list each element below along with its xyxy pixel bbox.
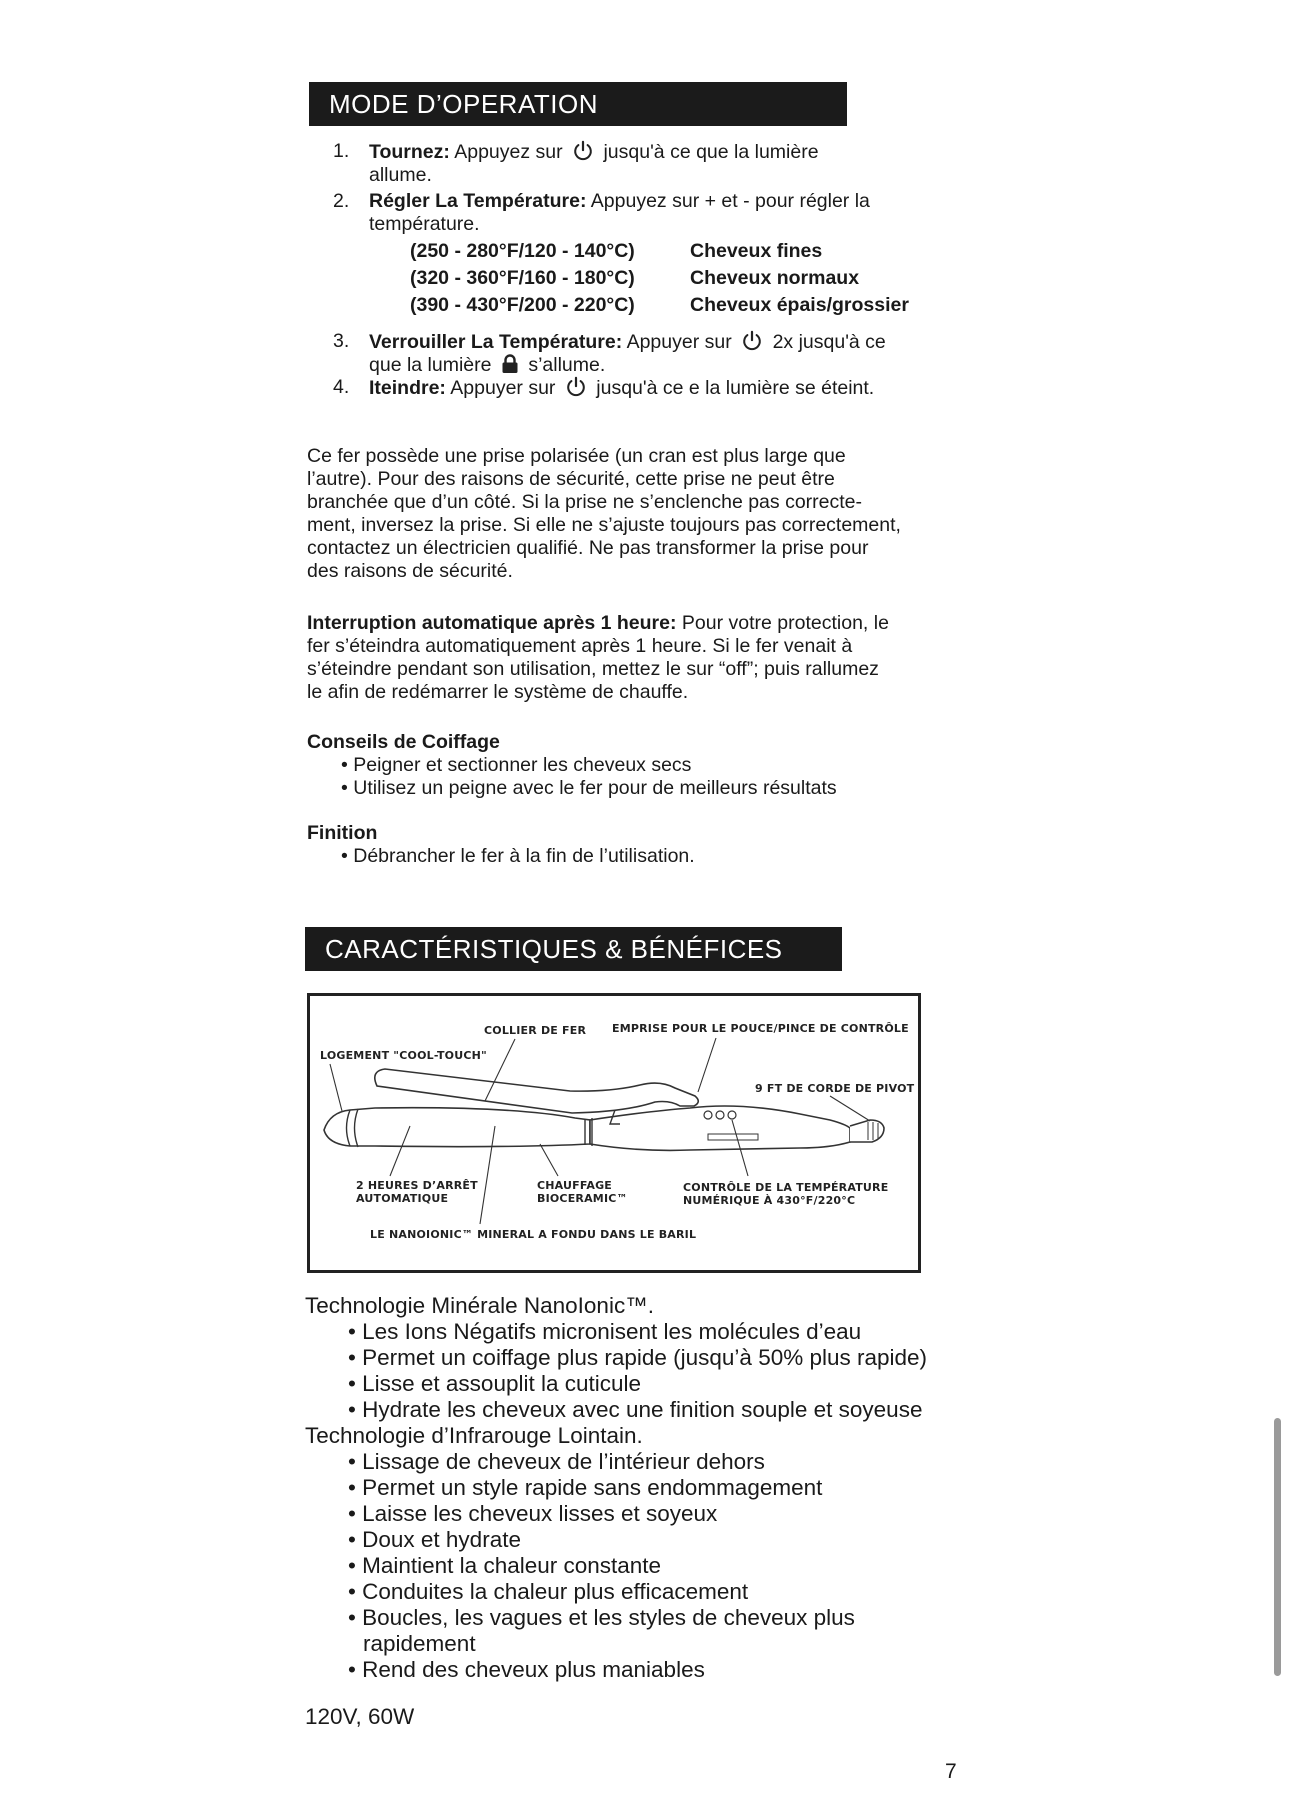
page-number: 7 <box>945 1760 957 1783</box>
label-temp-control-2: NUMÉRIQUE À 430°F/220°C <box>683 1194 856 1207</box>
list-item: • Rend des cheveux plus maniables <box>348 1657 705 1682</box>
auto-off-paragraph: Interruption automatique après 1 heure: Pour votre protection, le fer s’éteindra automatiquement après 1 heure. Si le fer venait à s’éteindre pendant son utilisation, mettez le sur “off”; puis rallumez le afin de redémarrer le système de chauffe. <box>307 612 889 703</box>
label-heating-1: CHAUFFAGE <box>537 1179 613 1192</box>
list-item: • Les Ions Négatifs micronisent les molécules d’eau <box>348 1319 862 1344</box>
label-collar: COLLIER DE FER <box>484 1024 587 1037</box>
step-3: 3. Verrouiller La Température: Appuyer sur 2x jusqu'à ce que la lumière s’allume. <box>333 330 886 376</box>
list-item: • Permet un style rapide sans endommagement <box>348 1475 823 1500</box>
step-4: 4. Iteindre: Appuyer sur jusqu'à ce e la lumière se éteint. <box>333 376 875 399</box>
curling-iron-illustration <box>310 996 918 1270</box>
scrollbar-thumb[interactable] <box>1274 1418 1281 1676</box>
section-header-operation <box>309 82 847 126</box>
list-item: • Conduites la chaleur plus efficacement <box>348 1579 749 1604</box>
list-item: • Utilisez un peigne avec le fer pour de meilleurs résultats <box>341 777 837 799</box>
label-thumb: EMPRISE POUR LE POUCE/PINCE DE CONTRÔLE <box>612 1022 909 1035</box>
power-icon <box>572 140 594 162</box>
list-heading: Technologie d’Infrarouge Lointain. <box>305 1423 643 1448</box>
step-title: Verrouiller La Température: <box>369 331 623 353</box>
label-heating-2: BIOCERAMIC™ <box>537 1192 628 1205</box>
label-cord: 9 FT DE CORDE DE PIVOT <box>755 1082 915 1095</box>
list-item: • Doux et hydrate <box>348 1527 521 1552</box>
lock-icon <box>501 354 519 374</box>
step-title: Tournez: <box>369 141 450 163</box>
step-2: 2. Régler La Température: Appuyez sur + et - pour régler la température. <box>333 190 870 235</box>
temperature-row: (390 - 430°F/200 - 220°C) Cheveux épais/grossier <box>410 294 909 316</box>
features-list <box>305 1293 1005 1683</box>
section-header-features <box>305 927 842 971</box>
step-title: Iteindre: <box>369 377 446 399</box>
label-nanoionic: LE NANOIONIC™ MINERAL A FONDU DANS LE BARIL <box>370 1228 697 1241</box>
list-item: • Lisse et assouplit la cuticule <box>348 1371 642 1396</box>
step-number: 1. <box>333 140 350 162</box>
list-heading: Technologie Minérale NanoIonic™. <box>305 1293 654 1318</box>
section-title: MODE D’OPERATION <box>329 89 598 119</box>
step-number: 3. <box>333 330 350 352</box>
power-icon <box>741 330 763 352</box>
list-item: • Permet un coiffage plus rapide (jusqu’à 50% plus rapide) <box>348 1345 928 1370</box>
list-item: • Lissage de cheveux de l’intérieur dehors <box>348 1449 765 1474</box>
list-item: • Hydrate les cheveux avec une finition souple et soyeuse <box>348 1397 923 1422</box>
tips-title: Conseils de Coiffage <box>307 731 500 753</box>
label-auto-off-1: 2 HEURES D’ARRÊT <box>356 1179 478 1192</box>
list-item: • Débrancher le fer à la fin de l’utilisation. <box>341 845 695 867</box>
step-1: 1. Tournez: Appuyez sur jusqu'à ce que la lumière allume. <box>333 140 819 186</box>
curling-iron-diagram <box>307 993 921 1273</box>
label-temp-control-1: CONTRÔLE DE LA TEMPÉRATURE <box>683 1181 889 1194</box>
finish-title: Finition <box>307 822 378 844</box>
finish-section <box>307 822 1007 868</box>
power-icon <box>565 376 587 398</box>
step-title: Régler La Température: <box>369 190 587 212</box>
list-item: • Boucles, les vagues et les styles de cheveux plus <box>348 1605 855 1630</box>
label-auto-off-2: AUTOMATIQUE <box>356 1192 449 1205</box>
styling-tips <box>307 731 1007 800</box>
step-number: 2. <box>333 190 350 212</box>
step-number: 4. <box>333 376 350 398</box>
plug-paragraph: Ce fer possède une prise polarisée (un cran est plus large que l’autre). Pour des raisons de sécurité, cette prise ne peut être branchée que d’un côté. Si la prise ne s’enclenche pas correcte- ment, inversez la prise. Si elle ne s’ajuste toujours pas correctement, contactez un électricien qualifié. Ne pas transformer la prise pour des raisons de sécurité. <box>307 445 901 582</box>
list-item: • Maintient la chaleur constante <box>348 1553 662 1578</box>
temperature-row: (250 - 280°F/120 - 140°C) Cheveux fines <box>410 240 823 262</box>
list-item: • Laisse les cheveux lisses et soyeux <box>348 1501 718 1526</box>
section-title: CARACTÉRISTIQUES & BÉNÉFICES <box>325 934 783 964</box>
list-item: rapidement <box>363 1631 476 1656</box>
label-cool-touch: LOGEMENT "COOL-TOUCH" <box>320 1049 487 1062</box>
list-item: • Peigner et sectionner les cheveux secs <box>341 754 692 776</box>
temperature-row: (320 - 360°F/160 - 180°C) Cheveux normaux <box>410 267 860 289</box>
auto-off-title: Interruption automatique après 1 heure: <box>307 612 677 634</box>
power-spec: 120V, 60W <box>305 1704 415 1729</box>
